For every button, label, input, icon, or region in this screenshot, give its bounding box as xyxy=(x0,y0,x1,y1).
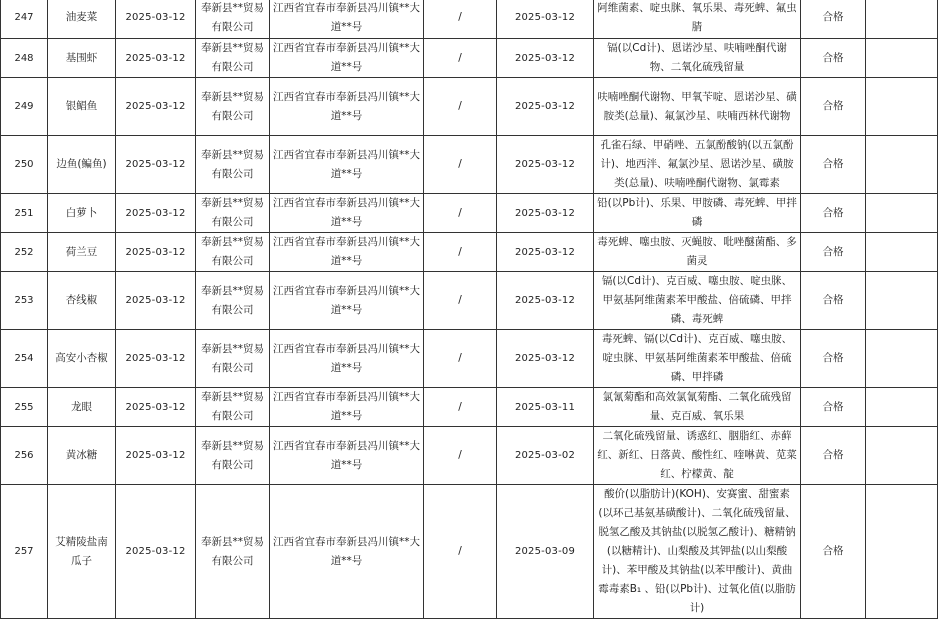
name-cell: 艾精陵盐南瓜子 xyxy=(48,485,116,619)
result-cell: 合格 xyxy=(801,78,866,136)
seq-cell: 256 xyxy=(1,427,48,485)
sample-date-cell: 2025-03-12 xyxy=(116,136,196,194)
spec-cell: / xyxy=(424,272,497,330)
name-cell: 基围虾 xyxy=(48,39,116,78)
seq-cell: 253 xyxy=(1,272,48,330)
table-row xyxy=(1,485,938,619)
address-cell: 江西省宜春市奉新县冯川镇**大道**号 xyxy=(270,427,424,485)
blank-cell xyxy=(866,272,938,330)
spec-cell: / xyxy=(424,39,497,78)
production-date-cell: 2025-03-11 xyxy=(497,388,594,427)
company-cell: 奉新县**贸易有限公司 xyxy=(196,233,270,272)
sample-date-cell: 2025-03-12 xyxy=(116,485,196,619)
table-row xyxy=(1,136,938,194)
test-items-cell: 毒死蜱、镉(以Cd计)、克百威、噻虫胺、啶虫脒、甲氨基阿维菌素苯甲酸盐、倍硫磷、甲拌磷 xyxy=(594,330,801,388)
company-cell: 奉新县**贸易有限公司 xyxy=(196,330,270,388)
table-row xyxy=(1,330,938,388)
table-row xyxy=(1,78,938,136)
blank-cell xyxy=(866,78,938,136)
sample-date-cell: 2025-03-12 xyxy=(116,194,196,233)
test-items-cell: 孔雀石绿、甲硝唑、五氯酚酸钠(以五氯酚计)、地西泮、氟氯沙星、恩诺沙星、磺胺类(总量)、呋喃唑酮代谢物、氯霉素 xyxy=(594,136,801,194)
name-cell: 杏线椒 xyxy=(48,272,116,330)
test-items-cell: 毒死蜱、噻虫胺、灭蝇胺、吡唑醚菌酯、多菌灵 xyxy=(594,233,801,272)
name-cell: 龙眼 xyxy=(48,388,116,427)
spec-cell: / xyxy=(424,427,497,485)
result-cell: 合格 xyxy=(801,330,866,388)
test-items-cell: 酸价(以脂肪计)(KOH)、安赛蜜、甜蜜素(以环己基氨基磺酸计)、二氧化硫残留量、脱氢乙酸及其钠盐(以脱氢乙酸计)、糖精钠(以糖精计)、山梨酸及其钾盐(以山梨酸计)、苯甲酸及其钠盐(以苯甲酸计)、黄曲霉毒素B₁ 、铅(以Pb计)、过氧化值(以脂肪计) xyxy=(594,485,801,619)
result-cell: 合格 xyxy=(801,0,866,39)
company-cell: 奉新县**贸易有限公司 xyxy=(196,78,270,136)
seq-cell: 251 xyxy=(1,194,48,233)
test-items-cell: 阿维菌素、啶虫脒、氧乐果、毒死蜱、氟虫腈 xyxy=(594,0,801,39)
production-date-cell: 2025-03-12 xyxy=(497,78,594,136)
seq-cell: 255 xyxy=(1,388,48,427)
table-row xyxy=(1,272,938,330)
sample-date-cell: 2025-03-12 xyxy=(116,78,196,136)
table-row xyxy=(1,427,938,485)
production-date-cell: 2025-03-12 xyxy=(497,136,594,194)
company-cell: 奉新县**贸易有限公司 xyxy=(196,427,270,485)
sample-date-cell: 2025-03-12 xyxy=(116,39,196,78)
result-cell: 合格 xyxy=(801,388,866,427)
result-cell: 合格 xyxy=(801,272,866,330)
blank-cell xyxy=(866,485,938,619)
blank-cell xyxy=(866,427,938,485)
address-cell: 江西省宜春市奉新县冯川镇**大道**号 xyxy=(270,330,424,388)
production-date-cell: 2025-03-12 xyxy=(497,330,594,388)
spec-cell: / xyxy=(424,388,497,427)
address-cell: 江西省宜春市奉新县冯川镇**大道**号 xyxy=(270,194,424,233)
seq-cell: 257 xyxy=(1,485,48,619)
sample-date-cell: 2025-03-12 xyxy=(116,233,196,272)
result-cell: 合格 xyxy=(801,485,866,619)
result-cell: 合格 xyxy=(801,233,866,272)
company-cell: 奉新县**贸易有限公司 xyxy=(196,272,270,330)
production-date-cell: 2025-03-12 xyxy=(497,272,594,330)
name-cell: 油麦菜 xyxy=(48,0,116,39)
seq-cell: 248 xyxy=(1,39,48,78)
company-cell: 奉新县**贸易有限公司 xyxy=(196,194,270,233)
seq-cell: 249 xyxy=(1,78,48,136)
sample-date-cell: 2025-03-12 xyxy=(116,427,196,485)
result-cell: 合格 xyxy=(801,39,866,78)
table-body xyxy=(1,0,938,619)
table-row xyxy=(1,233,938,272)
address-cell: 江西省宜春市奉新县冯川镇**大道**号 xyxy=(270,233,424,272)
spec-cell: / xyxy=(424,78,497,136)
sample-date-cell: 2025-03-12 xyxy=(116,330,196,388)
seq-cell: 252 xyxy=(1,233,48,272)
blank-cell xyxy=(866,233,938,272)
address-cell: 江西省宜春市奉新县冯川镇**大道**号 xyxy=(270,272,424,330)
table-row xyxy=(1,194,938,233)
spec-cell: / xyxy=(424,233,497,272)
sample-date-cell: 2025-03-12 xyxy=(116,272,196,330)
table-row xyxy=(1,39,938,78)
result-cell: 合格 xyxy=(801,427,866,485)
test-items-cell: 呋喃唑酮代谢物、甲氧苄啶、恩诺沙星、磺胺类(总量)、氟氯沙星、呋喃西林代谢物 xyxy=(594,78,801,136)
spec-cell: / xyxy=(424,0,497,39)
test-items-cell: 氯氰菊酯和高效氯氰菊酯、二氧化硫残留量、克百威、氧乐果 xyxy=(594,388,801,427)
name-cell: 边鱼(鳊鱼) xyxy=(48,136,116,194)
test-items-cell: 镉(以Cd计)、恩诺沙星、呋喃唑酮代谢物、二氧化硫残留量 xyxy=(594,39,801,78)
spec-cell: / xyxy=(424,194,497,233)
name-cell: 白萝卜 xyxy=(48,194,116,233)
sample-date-cell: 2025-03-12 xyxy=(116,388,196,427)
test-items-cell: 二氧化硫残留量、诱惑红、胭脂红、赤藓红、新红、日落黄、酸性红、喹啉黄、苋菜红、柠檬黄、靛 xyxy=(594,427,801,485)
address-cell: 江西省宜春市奉新县冯川镇**大道**号 xyxy=(270,136,424,194)
seq-cell: 247 xyxy=(1,0,48,39)
production-date-cell: 2025-03-12 xyxy=(497,0,594,39)
table-row xyxy=(1,0,938,39)
address-cell: 江西省宜春市奉新县冯川镇**大道**号 xyxy=(270,0,424,39)
blank-cell xyxy=(866,39,938,78)
company-cell: 奉新县**贸易有限公司 xyxy=(196,0,270,39)
seq-cell: 254 xyxy=(1,330,48,388)
address-cell: 江西省宜春市奉新县冯川镇**大道**号 xyxy=(270,485,424,619)
blank-cell xyxy=(866,388,938,427)
spec-cell: / xyxy=(424,136,497,194)
blank-cell xyxy=(866,330,938,388)
spec-cell: / xyxy=(424,485,497,619)
address-cell: 江西省宜春市奉新县冯川镇**大道**号 xyxy=(270,388,424,427)
blank-cell xyxy=(866,136,938,194)
seq-cell: 250 xyxy=(1,136,48,194)
production-date-cell: 2025-03-12 xyxy=(497,233,594,272)
spec-cell: / xyxy=(424,330,497,388)
address-cell: 江西省宜春市奉新县冯川镇**大道**号 xyxy=(270,78,424,136)
test-items-cell: 铅(以Pb计)、乐果、甲胺磷、毒死蜱、甲拌磷 xyxy=(594,194,801,233)
name-cell: 黄冰糖 xyxy=(48,427,116,485)
company-cell: 奉新县**贸易有限公司 xyxy=(196,136,270,194)
name-cell: 银鲳鱼 xyxy=(48,78,116,136)
production-date-cell: 2025-03-09 xyxy=(497,485,594,619)
production-date-cell: 2025-03-12 xyxy=(497,194,594,233)
address-cell: 江西省宜春市奉新县冯川镇**大道**号 xyxy=(270,39,424,78)
result-cell: 合格 xyxy=(801,136,866,194)
table-row xyxy=(1,388,938,427)
company-cell: 奉新县**贸易有限公司 xyxy=(196,388,270,427)
company-cell: 奉新县**贸易有限公司 xyxy=(196,39,270,78)
result-cell: 合格 xyxy=(801,194,866,233)
blank-cell xyxy=(866,0,938,39)
blank-cell xyxy=(866,194,938,233)
company-cell: 奉新县**贸易有限公司 xyxy=(196,485,270,619)
test-items-cell: 镉(以Cd计)、克百威、噻虫胺、啶虫脒、甲氨基阿维菌素苯甲酸盐、倍硫磷、甲拌磷、毒死蜱 xyxy=(594,272,801,330)
production-date-cell: 2025-03-02 xyxy=(497,427,594,485)
production-date-cell: 2025-03-12 xyxy=(497,39,594,78)
sample-date-cell: 2025-03-12 xyxy=(116,0,196,39)
name-cell: 高安小杏椒 xyxy=(48,330,116,388)
name-cell: 荷兰豆 xyxy=(48,233,116,272)
